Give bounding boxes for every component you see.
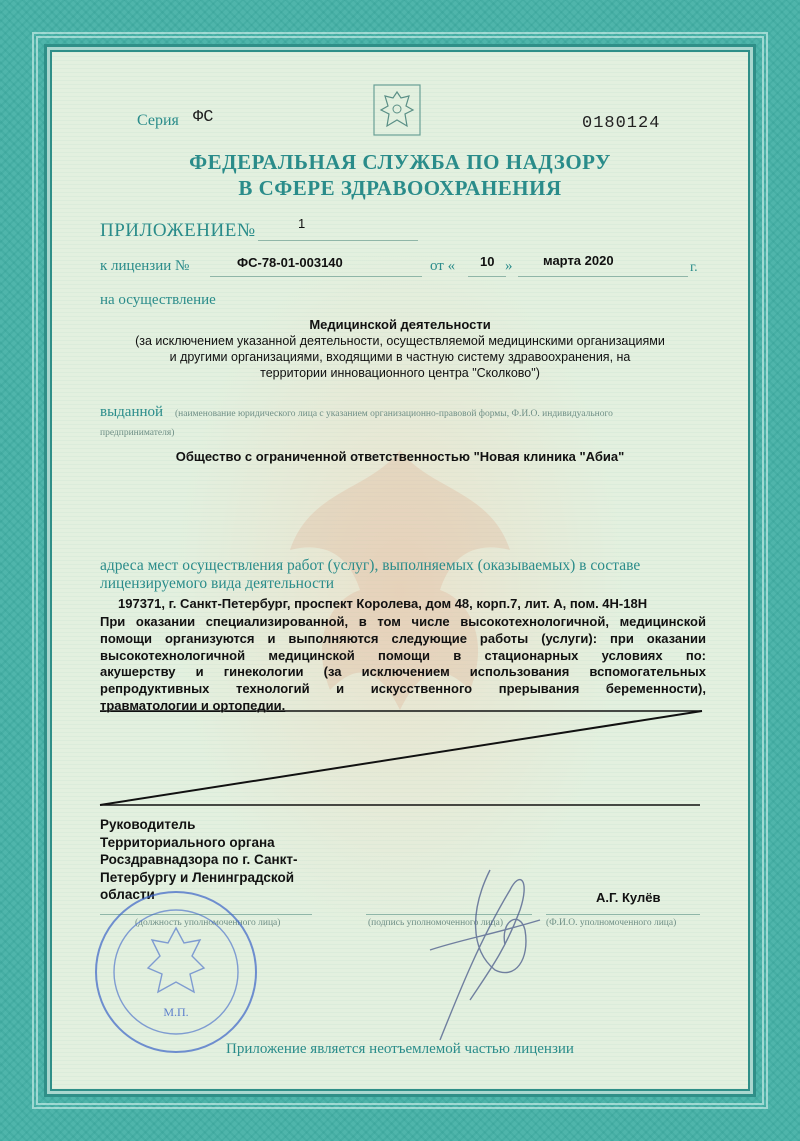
license-year-suffix: г. <box>690 260 698 275</box>
addresses-label-line1: адреса мест осуществления работ (услуг), выполняемых (оказываемых) в составе <box>100 557 641 574</box>
official-position-line: области <box>100 887 155 902</box>
license-from-label: от « <box>430 258 456 274</box>
activity-note-line3: территории инновационного центра "Сколково") <box>260 366 540 380</box>
stamp-label: М.П. <box>163 1005 189 1019</box>
agency-title-line2: В СФЕРЕ ЗДРАВООХРАНЕНИЯ <box>238 176 562 200</box>
handwritten-signature <box>400 850 560 1050</box>
services-line: высокотехнологичной медицинской помощи в стационарных условиях по: <box>100 647 706 663</box>
address-text: 197371, г. Санкт-Петербург, проспект Королева, дом 48, корп.7, лит. А, пом. 4Н-18Н <box>118 596 648 611</box>
activity-note-line2: и другими организациями, входящими в частную систему здравоохранения, на <box>169 350 631 364</box>
issued-company: Общество с ограниченной ответственностью "Новая клиника "Абиа" <box>175 449 625 464</box>
services-line: акушерству и гинекологии (за исключением использования вспомогательных <box>100 664 706 680</box>
official-position-line: Руководитель <box>100 817 196 832</box>
agency-title-line1: ФЕДЕРАЛЬНАЯ СЛУЖБА ПО НАДЗОРУ <box>189 150 611 174</box>
name-line <box>546 914 700 915</box>
appendix-number: 1 <box>298 216 306 231</box>
license-month-year: марта 2020 <box>543 253 614 268</box>
caption-name: (Ф.И.О. уполномоченного лица) <box>546 918 677 928</box>
official-position-line: Территориального органа <box>100 834 275 850</box>
services-line: помощи организуются и выполняются следующие работы (услуги): при оказании <box>100 630 706 646</box>
license-day-close: » <box>505 258 513 274</box>
services-line: При оказании специализированной, в том числе высокотехнологичной, медицинской <box>100 614 706 629</box>
activity-title: Медицинской деятельности <box>309 317 491 332</box>
series-label: Серия <box>137 112 179 129</box>
issued-hint-line1: (наименование юридического лица с указанием организационно-правовой формы, Ф.И.О. индивидуального <box>175 409 613 419</box>
license-number: ФС-78-01-003140 <box>237 255 343 270</box>
services-line: репродуктивных технологий и искусственного прерывания беременности), <box>100 681 706 697</box>
series-value: ФС <box>193 108 214 127</box>
official-name: А.Г. Кулёв <box>596 890 661 905</box>
license-label: к лицензии № <box>100 258 190 274</box>
form-number: 0180124 <box>582 114 661 133</box>
caption-position: (должность уполномоченного лица) <box>135 918 281 928</box>
footer-note: Приложение является неотъемлемой частью лицензии <box>226 1041 574 1057</box>
appendix-label: ПРИЛОЖЕНИЕ <box>100 220 237 241</box>
issued-hint-line2: предпринимателя) <box>100 428 175 438</box>
addresses-label-line2: лицензируемого вида деятельности <box>100 575 335 592</box>
caption-signature: (подпись уполномоченного лица) <box>368 918 504 928</box>
appendix-num-sign: № <box>237 220 256 241</box>
services-line: травматологии и ортопедии. <box>100 698 286 713</box>
license-day: 10 <box>480 254 495 269</box>
issued-label: выданной <box>100 404 164 420</box>
official-position-line: Петербургу и Ленинградской <box>100 869 295 885</box>
official-stamp-icon <box>92 888 260 1056</box>
activity-note-line1: (за исключением указанной деятельности, осуществляемой медицинскими организациями <box>135 334 665 348</box>
activity-label: на осуществление <box>100 292 216 308</box>
official-position-line: Росздравнадзора по г. Санкт- <box>100 852 298 867</box>
